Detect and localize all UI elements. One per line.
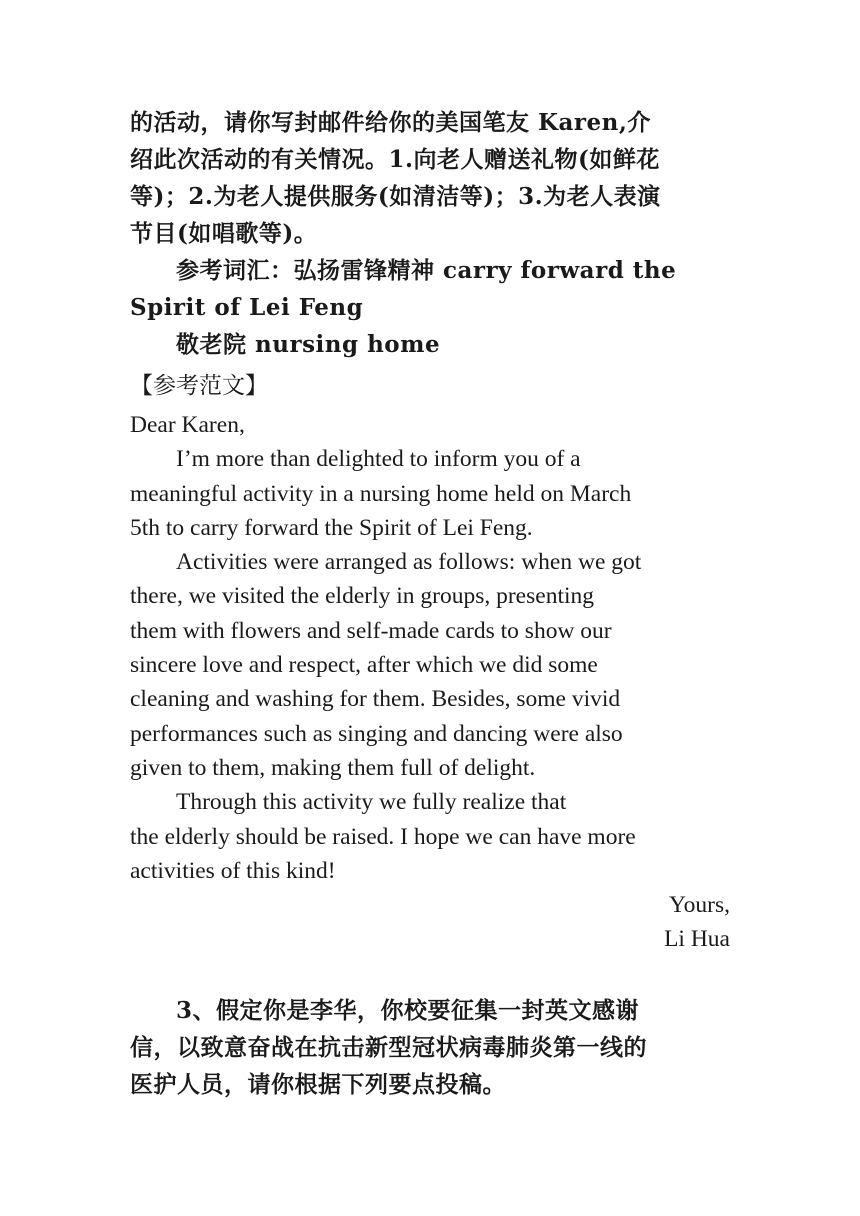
vocab-line: Spirit of Lei Feng (130, 294, 364, 321)
letter-line: sincere love and respect, after which we did some (130, 652, 598, 679)
task-line: 节目(如唱歌等)。 (130, 220, 318, 247)
letter-line: 5th to carry forward the Spirit of Lei Feng. (130, 514, 533, 541)
letter-salutation: Dear Karen, (130, 412, 245, 438)
letter-closing: Yours, (669, 892, 730, 919)
letter-line: performances such as singing and dancing were also (130, 720, 623, 747)
letter-line: them with flowers and self-made cards to show our (130, 617, 612, 644)
task-line: 的活动，请你写封邮件给你的美国笔友 Karen,介 (130, 109, 651, 136)
task-line: 绍此次活动的有关情况。1.向老人赠送礼物(如鲜花 (130, 146, 660, 173)
vocab-line: 敬老院 nursing home (176, 331, 441, 358)
letter-line: activities of this kind! (130, 857, 336, 884)
letter-line: Activities were arranged as follows: when we got (176, 549, 642, 576)
letter-line: given to them, making them full of delight. (130, 754, 536, 781)
task-description (130, 104, 730, 363)
letter-line: I’m more than delighted to inform you of a (176, 446, 581, 473)
task3-line: 3、假定你是李华，你校要征集一封英文感谢 (176, 997, 640, 1024)
letter-line: there, we visited the elderly in groups, presenting (130, 583, 594, 610)
task3-line: 医护人员，请你根据下列要点投稿。 (130, 1071, 506, 1098)
letter-line: Through this activity we fully realize that (176, 789, 567, 816)
letter-line: meaningful activity in a nursing home held on March (130, 480, 632, 507)
sample-heading: 【参考范文】 (130, 373, 268, 399)
task3-description (130, 992, 730, 1103)
letter-line: cleaning and washing for them. Besides, some vivid (130, 686, 621, 713)
task3-line: 信，以致意奋战在抗击新型冠状病毒肺炎第一线的 (130, 1034, 647, 1061)
letter-line: the elderly should be raised. I hope we can have more (130, 823, 636, 850)
letter-signature: Li Hua (664, 926, 730, 953)
task-line: 等)；2.为老人提供服务(如清洁等)；3.为老人表演 (130, 183, 661, 210)
vocab-line: 参考词汇：弘扬雷锋精神 carry forward the (176, 257, 677, 284)
sample-letter (130, 408, 730, 957)
